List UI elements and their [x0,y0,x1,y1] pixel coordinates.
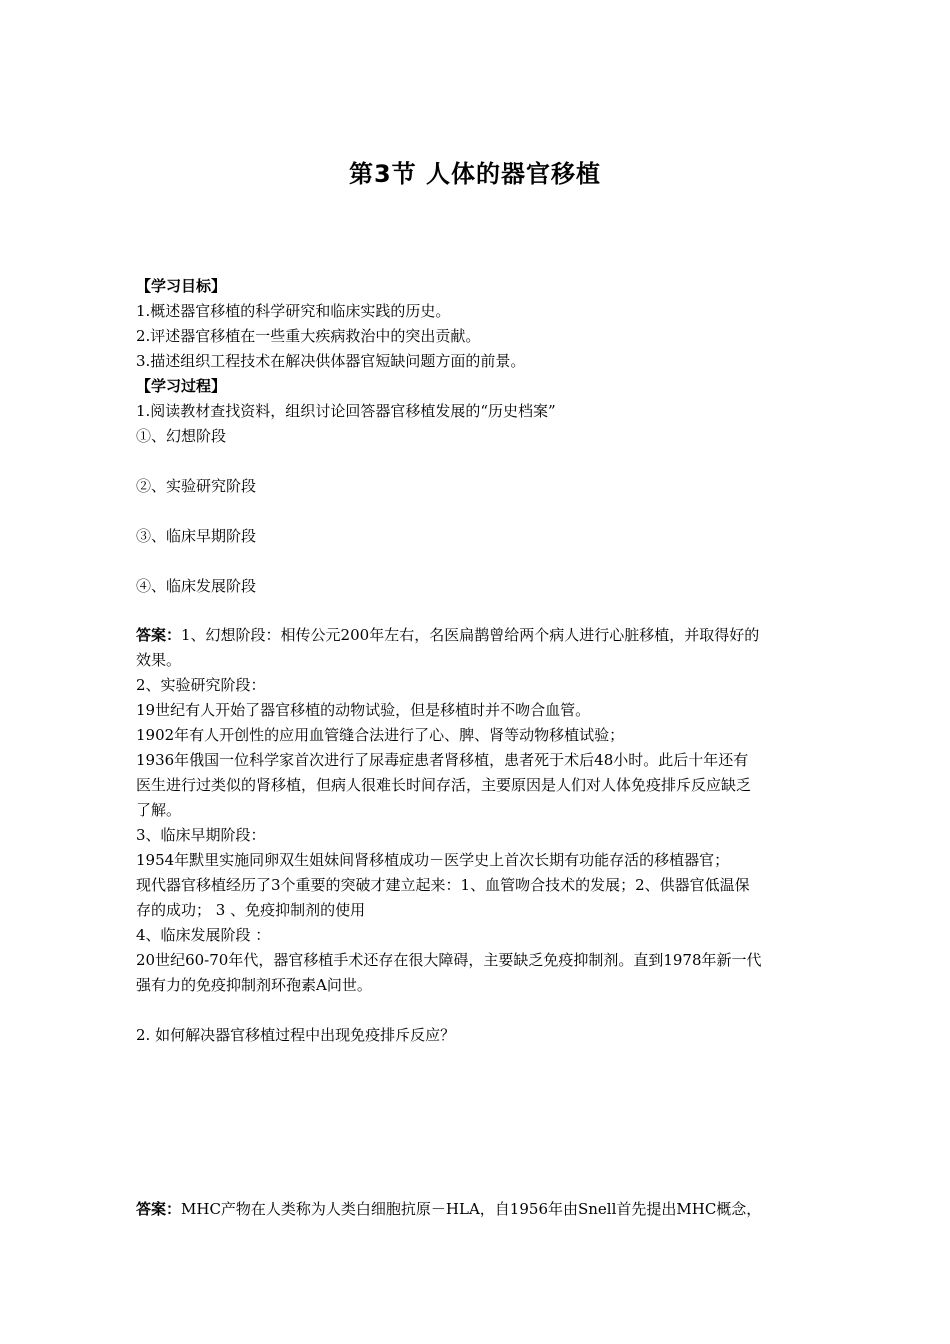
goals-heading: 【学习目标】 [136,277,227,295]
answer-label: 答案： [136,1200,182,1218]
answer-1-line: 19世纪有人开始了器官移植的动物试验，但是移植时并不吻合血管。 [136,701,591,719]
answer-1-line: 1902年有人开创性的应用血管缝合法进行了心、脾、肾等动物移植试验； [136,726,625,744]
answer-1-line: 4、临床发展阶段 ： [136,926,271,944]
question-2: 2. 如何解决器官移植过程中出现免疫排斥反应？ [136,1026,456,1044]
answer-1-line: 现代器官移植经历了3个重要的突破才建立起来：1、血管吻合技术的发展；2、供器官低温保 [136,876,750,894]
stage-item: ①、幻想阶段 [136,427,227,445]
answer-1-line: 存的成功； 3 、免疫抑制剂的使用 [136,901,366,919]
process-heading: 【学习过程】 [136,377,227,395]
stage-item: ③、临床早期阶段 [136,527,257,545]
goal-item: 2.评述器官移植在一些重大疾病救治中的突出贡献。 [136,327,481,345]
goal-item: 3.描述组织工程技术在解决供体器官短缺问题方面的前景。 [136,352,526,370]
stage-item: ④、临床发展阶段 [136,577,257,595]
goal-item: 1.概述器官移植的科学研究和临床实践的历史。 [136,302,451,320]
page-title: 第3节 人体的器官移植 [348,160,602,188]
answer-1-line: 医生进行过类似的肾移植，但病人很难长时间存活，主要原因是人们对人体免疫排斥反应缺乏 [136,776,752,794]
answer-1-line: 强有力的免疫抑制剂环孢素A问世。 [136,976,372,994]
answer-label: 答案： [136,626,182,644]
answer-1-line: 1954年默里实施同卵双生姐妹间肾移植成功－医学史上首次长期有功能存活的移植器官； [136,851,730,869]
answer-1-line: 了解。 [136,801,182,819]
answer-2-line: 答案：MHC产物在人类称为人类白细胞抗原－HLA，自1956年由Snell首先提出MHC概念， [136,1200,762,1218]
answer-1-line: 1936年俄国一位科学家首次进行了尿毒症患者肾移植，患者死于术后48小时。此后十年还有 [136,751,749,769]
answer-1-line: 答案：1、幻想阶段：相传公元200年左右，名医扁鹊曾给两个病人进行心脏移植，并取得好的 [136,626,760,644]
question-1: 1.阅读教材查找资料，组织讨论回答器官移植发展的“历史档案” [136,402,556,420]
stage-item: ②、实验研究阶段 [136,477,257,495]
answer-1-line: 2、实验研究阶段： [136,676,266,694]
answer-1-line: 20世纪60-70年代，器官移植手术还存在很大障碍，主要缺乏免疫抑制剂。直到1978年新一代 [136,951,762,969]
answer-1-line: 3、临床早期阶段： [136,826,266,844]
answer-1-line: 效果。 [136,651,182,669]
